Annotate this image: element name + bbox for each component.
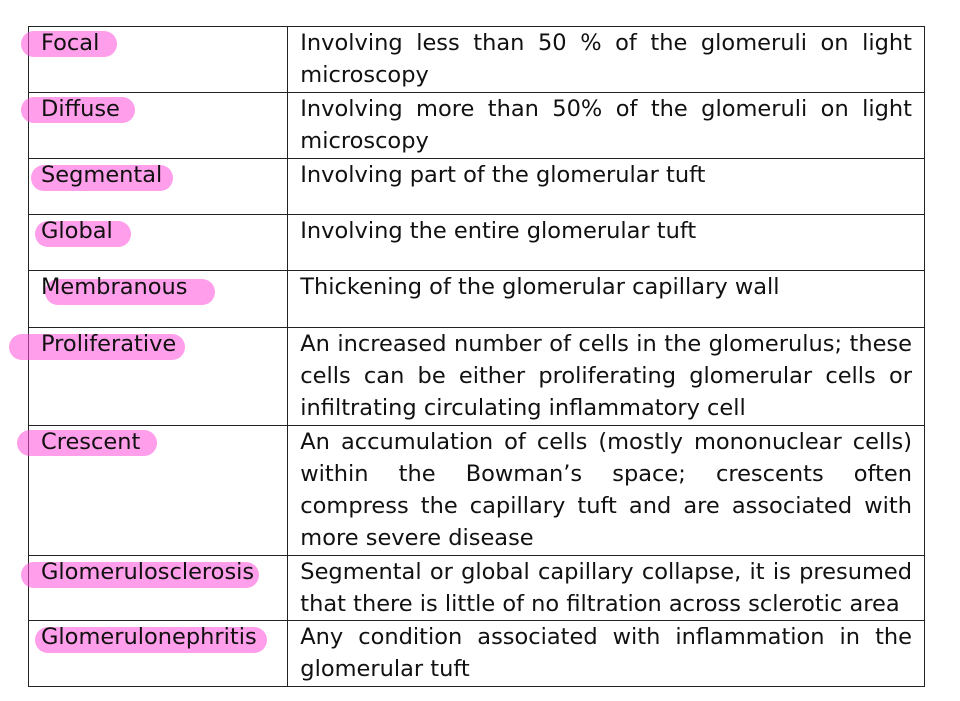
term-label: Crescent <box>41 429 141 455</box>
term-cell <box>29 159 288 215</box>
definition-cell: An increased number of cells in the glomerulus; these cells can be either proliferating glomerular cells or infiltrating circulating inflammatory cell <box>288 328 925 426</box>
definition-cell: Thickening of the glomerular capillary wall <box>288 271 925 328</box>
definition-cell: Segmental or global capillary collapse, it is presumed that there is little of no filtration across sclerotic area <box>288 556 925 621</box>
definition-cell: Involving part of the glomerular tuft <box>288 159 925 215</box>
table-row <box>29 27 925 93</box>
table-row <box>29 93 925 159</box>
term-label: Focal <box>41 30 100 56</box>
term-cell <box>29 93 288 159</box>
table-row <box>29 621 925 687</box>
term-cell <box>29 271 288 328</box>
term-cell <box>29 328 288 426</box>
glossary-table <box>28 26 925 687</box>
definition-cell: An accumulation of cells (mostly mononuclear cells) within the Bowman’s space; crescents often compress the capillary tuft and are associated with more severe disease <box>288 426 925 556</box>
term-label: Glomerulosclerosis <box>41 559 255 585</box>
definition-cell: Involving the entire glomerular tuft <box>288 215 925 271</box>
term-label: Global <box>41 218 113 244</box>
term-cell <box>29 27 288 93</box>
term-cell <box>29 556 288 621</box>
term-label: Segmental <box>41 162 163 188</box>
definition-cell: Involving more than 50% of the glomeruli on light microscopy <box>288 93 925 159</box>
table-row <box>29 159 925 215</box>
definition-cell: Any condition associated with inflammation in the glomerular tuft <box>288 621 925 687</box>
table-row <box>29 556 925 621</box>
term-label: Diffuse <box>41 96 120 122</box>
definition-cell: Involving less than 50 % of the glomeruli on light microscopy <box>288 27 925 93</box>
term-cell <box>29 621 288 687</box>
term-label: Membranous <box>41 274 188 300</box>
table-row <box>29 271 925 328</box>
table-row <box>29 426 925 556</box>
table-row <box>29 215 925 271</box>
term-cell <box>29 215 288 271</box>
term-label: Proliferative <box>41 331 177 357</box>
term-label: Glomerulonephritis <box>41 624 257 650</box>
table-row <box>29 328 925 426</box>
term-cell <box>29 426 288 556</box>
